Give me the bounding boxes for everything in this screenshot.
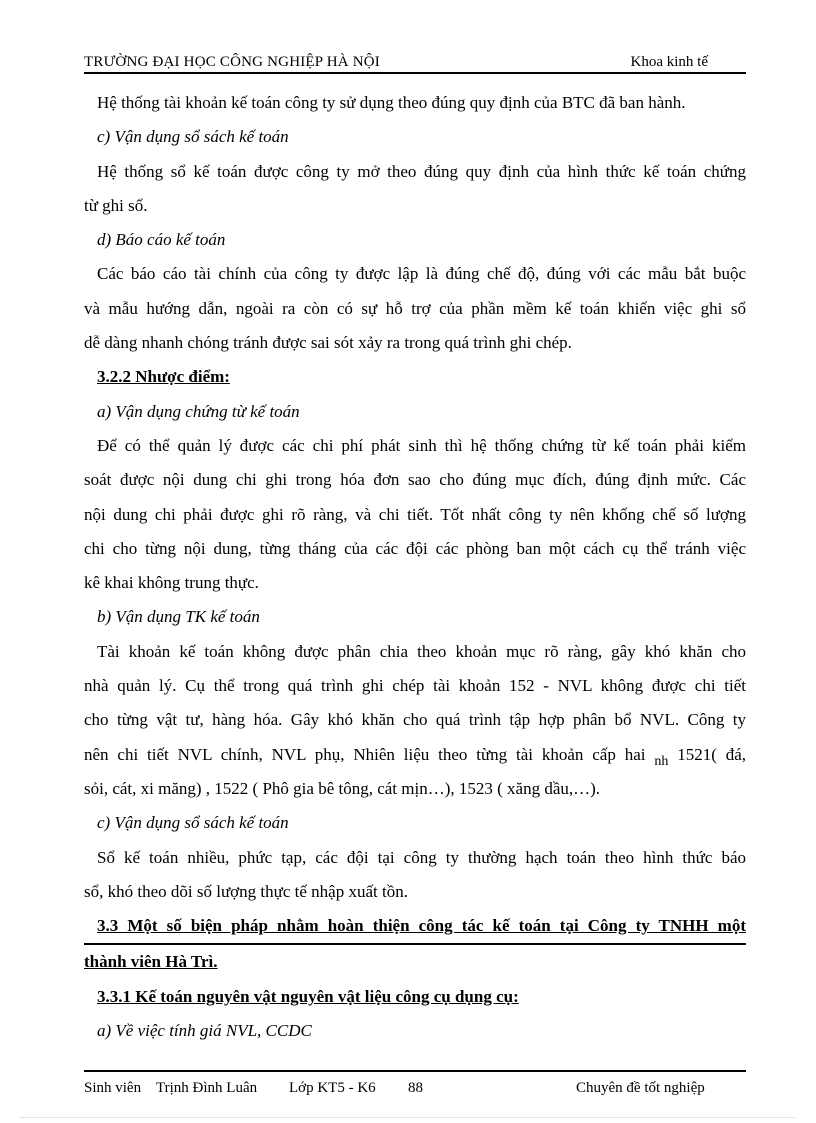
paragraph-line — [84, 738, 746, 772]
page-footer — [84, 1070, 746, 1094]
subheading: d) Báo cáo kế toán — [97, 230, 226, 250]
section-heading-text: 3.3.1 Kế toán nguyên vật nguyên vật liệu công cụ dụng cụ: — [97, 986, 519, 1006]
subscript-text: nh — [654, 753, 669, 769]
document-body — [84, 86, 746, 1048]
section-heading — [84, 909, 746, 945]
paragraph-line: soát được nội dung chi ghi trong hóa đơn sao cho đúng mục đích, đúng định mức. Các — [84, 470, 746, 490]
page-header — [84, 52, 746, 74]
paragraph-line: nhà quản lý. Cụ thể trong quá trình ghi chép tài khoản 152 - NVL không được chi tiết — [84, 676, 746, 696]
paragraph-line: cho từng vật tư, hàng hóa. Gây khó khăn cho quá trình tập hợp phân bổ NVL. Công ty — [84, 710, 746, 730]
subheading: a) Vận dụng chứng từ kế toán — [97, 401, 300, 421]
paragraph-line: sổ, khó theo dõi số lượng thực tế nhập xuất tồn. — [84, 881, 408, 901]
subheading: c) Vận dụng sổ sách kế toán — [97, 127, 289, 147]
paragraph-line: nội dung chi phải được ghi rõ ràng, và chi tiết. Tốt nhất công ty nên khống chế số lượng — [84, 504, 746, 524]
paragraph-line: kê khai không trung thực. — [84, 573, 259, 593]
footer-student-name: Trịnh Đình Luân — [156, 1080, 258, 1096]
subheading: a) Về việc tính giá NVL, CCDC — [97, 1021, 312, 1041]
paragraph-line: sỏi, cát, xi măng) , 1522 ( Phô gia bê tông, cát mịn…), 1523 ( xăng dầu,…). — [84, 778, 601, 798]
footer-page-number: 88 — [408, 1080, 423, 1096]
footer-class: Lớp KT5 - K6 — [289, 1080, 376, 1096]
paragraph-line: từ ghi sổ. — [84, 195, 148, 215]
paragraph-line: Để có thể quản lý được các chi phí phát sinh thì hệ thống chứng từ kế toán phải kiểm — [97, 435, 746, 455]
paragraph-line: Tài khoản kế toán không được phân chia theo khoản mục rõ ràng, gây khó khăn cho — [97, 641, 746, 661]
section-heading — [84, 980, 746, 1014]
section-heading-text: 3.2.2 Nhược điểm: — [97, 367, 230, 387]
paragraph-line: Sổ kế toán nhiều, phức tạp, các đội tại công ty thường hạch toán theo hình thức báo — [97, 847, 746, 867]
line-segment: nên chi tiết NVL chính, NVL phụ, Nhiên liệu theo từng tài khoản cấp hai — [84, 744, 646, 764]
paragraph-line: chi cho từng nội dung, từng tháng của các đội các phòng ban một cách cụ thể tránh việc — [84, 538, 746, 558]
paragraph-line: Hệ thống sổ kế toán được công ty mở theo đúng quy định của hình thức kế toán chứng — [97, 161, 746, 181]
footer-doc-type: Chuyên đề tốt nghiệp — [576, 1080, 705, 1096]
paragraph-line: dễ dàng nhanh chóng tránh được sai sót xảy ra trong quá trình ghi chép. — [84, 333, 572, 353]
footer-student-label: Sinh viên — [84, 1080, 142, 1096]
page-edge-dotted-line — [20, 1117, 796, 1118]
header-department: Khoa kinh tế — [630, 54, 708, 70]
section-heading — [84, 360, 746, 394]
paragraph-line: và mẫu hướng dẫn, ngoài ra còn có sự hỗ trợ của phần mềm kế toán khiến việc ghi sổ — [84, 298, 746, 318]
section-heading — [84, 945, 746, 979]
line-segment: 1521( đá, — [677, 744, 746, 764]
header-school-name: TRƯỜNG ĐẠI HỌC CÔNG NGHIỆP HÀ NỘI — [84, 54, 381, 70]
paragraph-line: Các báo cáo tài chính của công ty được lập là đúng chế độ, đúng với các mẫu bắt buộc — [97, 264, 746, 284]
subheading: b) Vận dụng TK kế toán — [97, 607, 260, 627]
section-heading-text: 3.3 Một số biện pháp nhằm hoàn thiện công tác kế toán tại Công ty TNHH một — [97, 916, 746, 936]
subheading: c) Vận dụng sổ sách kế toán — [97, 813, 289, 833]
paragraph-line: Hệ thống tài khoản kế toán công ty sử dụng theo đúng quy định của BTC đã ban hành. — [97, 93, 686, 112]
section-heading-text: thành viên Hà Trì. — [84, 952, 218, 972]
